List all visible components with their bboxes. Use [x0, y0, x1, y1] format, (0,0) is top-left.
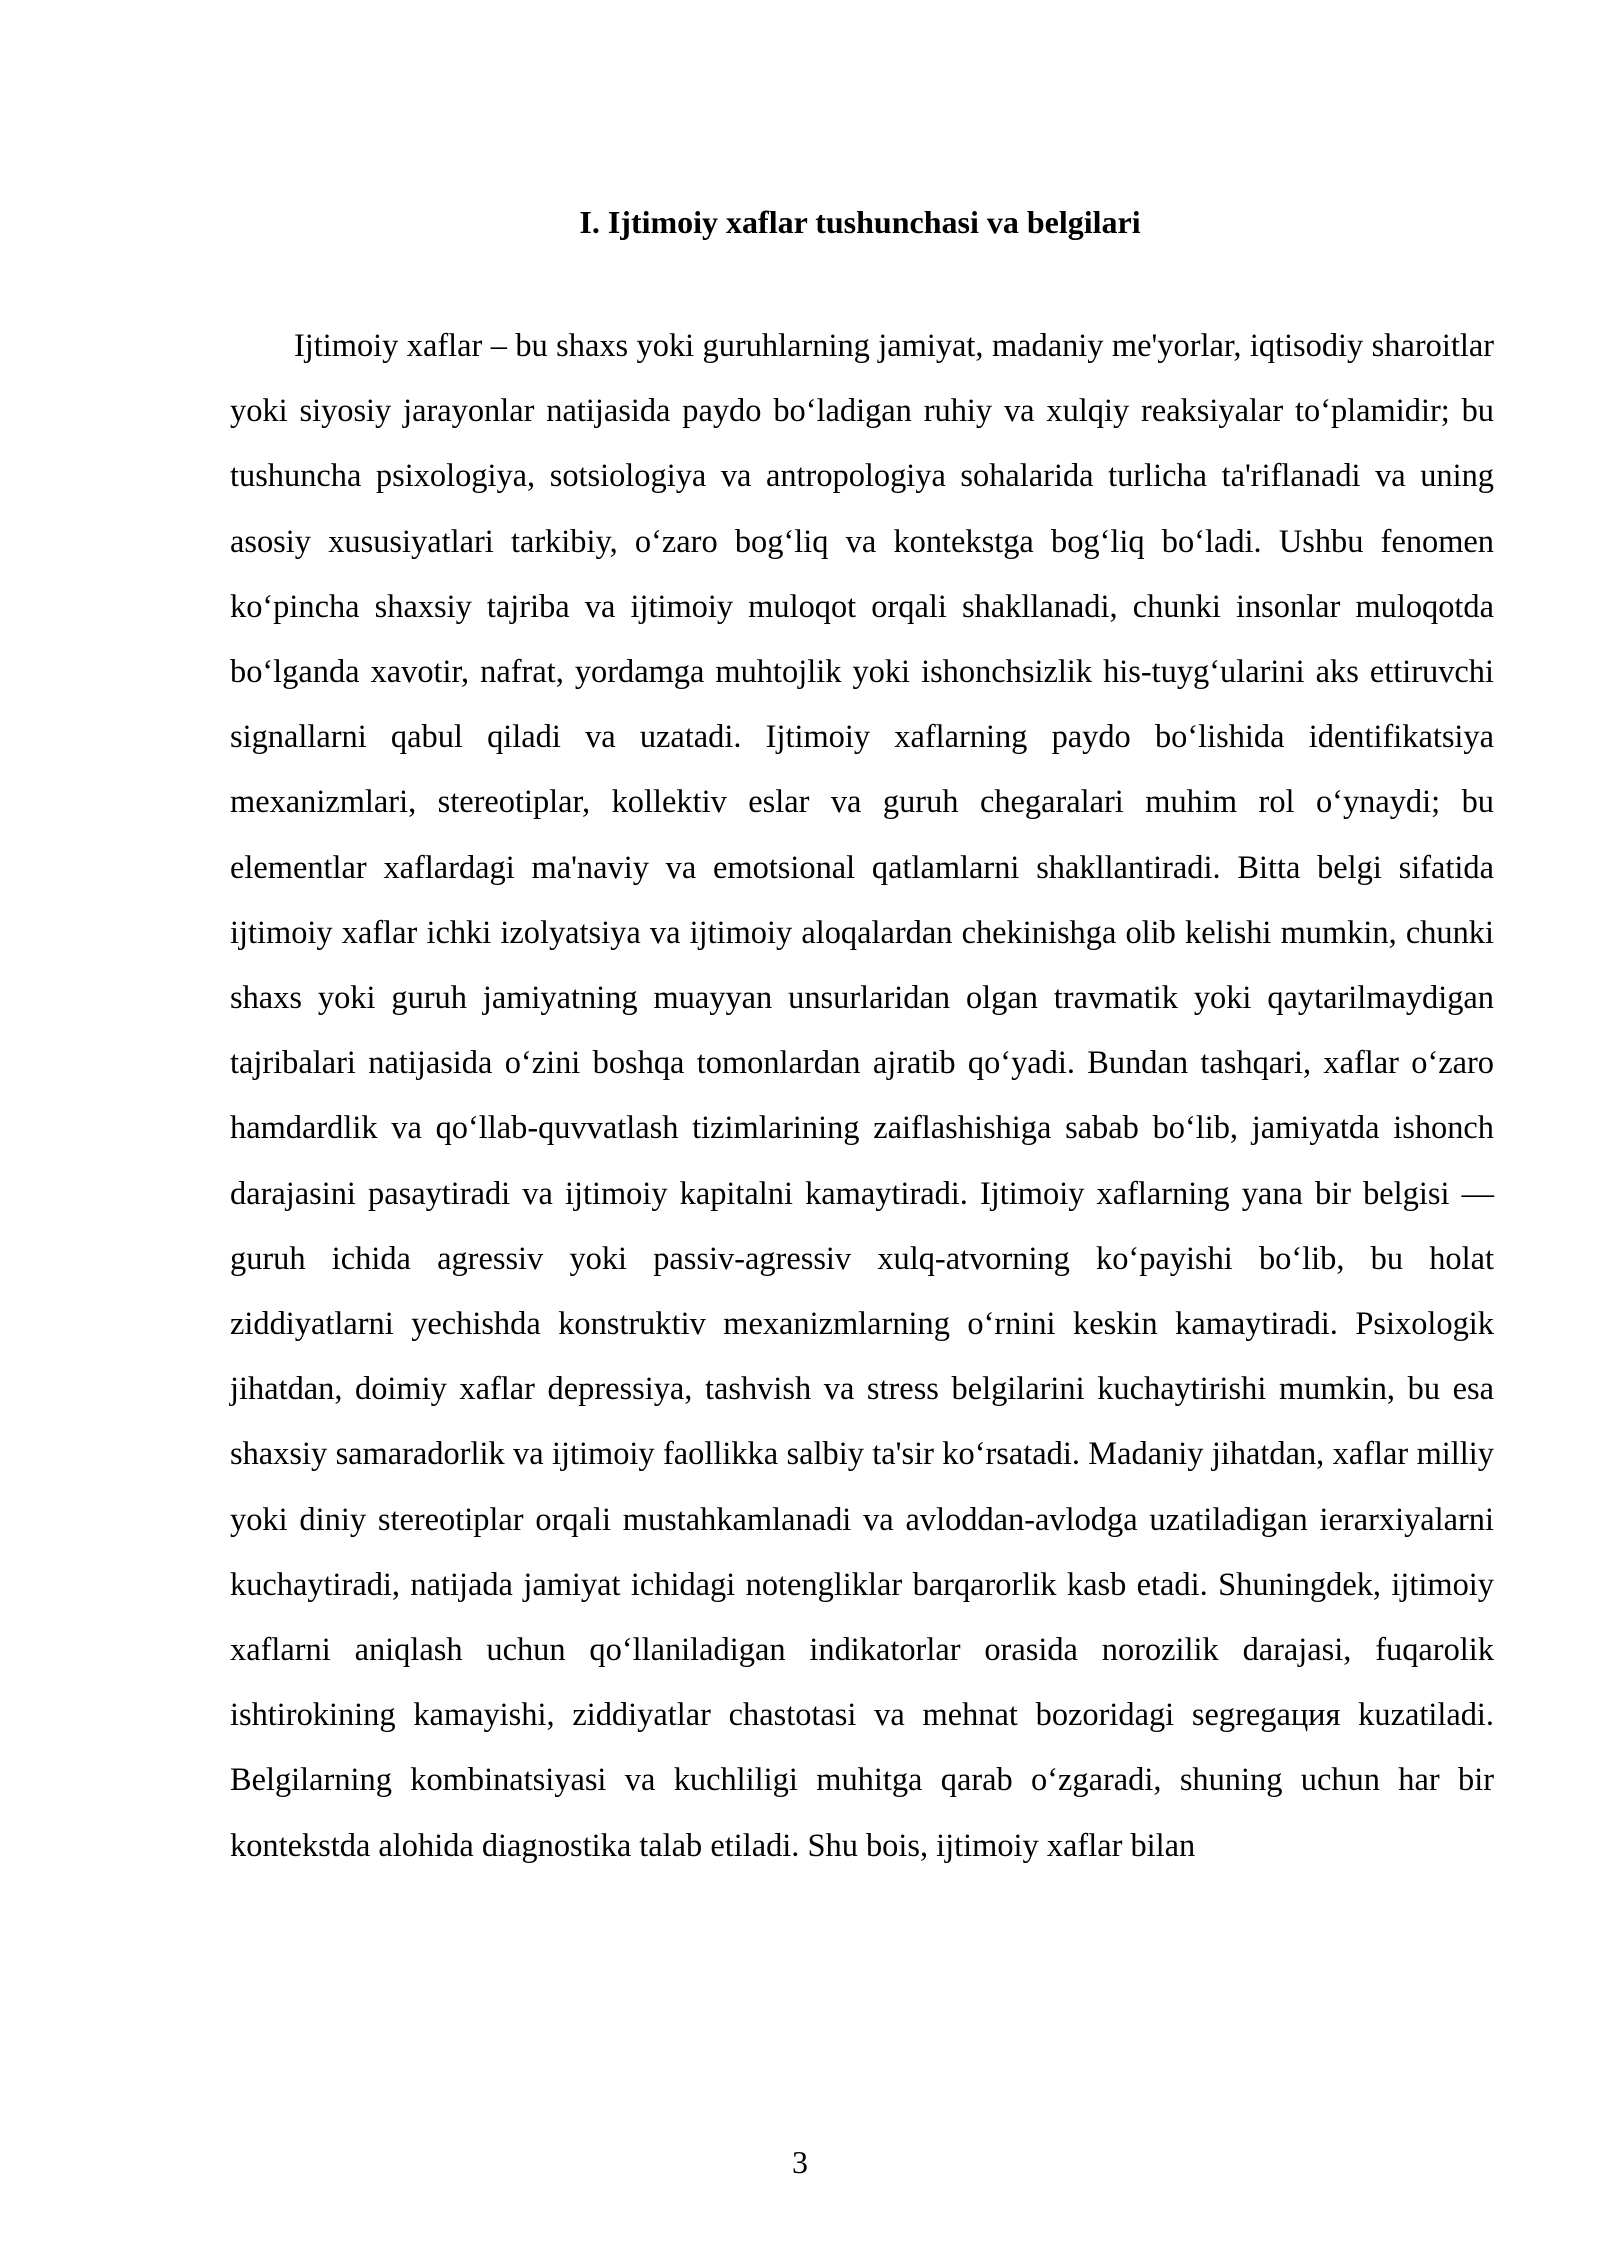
- page-number: 3: [792, 2144, 808, 2180]
- body-paragraph: Ijtimoiy xaflar – bu shaxs yoki guruhlarning jamiyat, madaniy me'yorlar, iqtisodiy sharoitlar yoki siyosiy jarayonlar natijasida paydo bo‘ladigan ruhiy va xulqiy reaksiyalar to‘plamidir; bu tushuncha psixologiya, sotsiologiya va antropologiya sohalarida turlicha ta'riflanadi va uning asosiy xususiyatlari tarkibiy, o‘zaro bog‘liq va kontekstga bog‘liq bo‘ladi. Ushbu fenomen ko‘pincha shaxsiy tajriba va ijtimoiy muloqot orqali shakllanadi, chunki insonlar muloqotda bo‘lganda xavotir, nafrat, yordamga muhtojlik yoki ishonchsizlik his-tuyg‘ularini aks ettiruvchi signallarni qabul qiladi va uzatadi. Ijtimoiy xaflarning paydo bo‘lishida identifikatsiya mexanizmlari, stereotiplar, kollektiv eslar va guruh chegaralari muhim rol o‘ynaydi; bu elementlar xaflardagi ma'naviy va emotsional qatlamlarni shakllantiradi. Bitta belgi sifatida ijtimoiy xaflar ichki izolyatsiya va ijtimoiy aloqalardan chekinishga olib kelishi mumkin, chunki shaxs yoki guruh jamiyatning muayyan unsurlaridan olgan travmatik yoki qaytarilmaydigan tajribalari natijasida o‘zini boshqa tomonlardan ajratib qo‘yadi. Bundan tashqari, xaflar o‘zaro hamdardlik va qo‘llab-quvvatlash tizimlarining zaiflashishiga sabab bo‘lib, jamiyatda ishonch darajasini pasaytiradi va ijtimoiy kapitalni kamaytiradi. Ijtimoiy xaflarning yana bir belgisi — guruh ichida agressiv yoki passiv-agressiv xulq-atvorning ko‘payishi bo‘lib, bu holat ziddiyatlarni yechishda konstruktiv mexanizmlarning o‘rnini keskin kamaytiradi. Psixologik jihatdan, doimiy xaflar depressiya, tashvish va stress belgilarini kuchaytirishi mumkin, bu esa shaxsiy samaradorlik va ijtimoiy faollikka salbiy ta'sir ko‘rsatadi. Madaniy jihatdan, xaflar milliy yoki diniy stereotiplar orqali mustahkamlanadi va avloddan-avlodga uzatiladigan ierarxiyalarni kuchaytiradi, natijada jamiyat ichidagi notengliklar barqarorlik kasb etadi. Shuningdek, ijtimoiy xaflarni aniqlash uchun qo‘llaniladigan indikatorlar orasida norozilik darajasi, fuqarolik ishtirokining kamayishi, ziddiyatlar chastotasi va mehnat bozoridagi segregация kuzatiladi. Belgilarning kombinatsiyasi va kuchliligi muhitga qarab o‘zgaradi, shuning uchun har bir kontekstda alohida diagnostika talab etiladi. Shu bois, ijtimoiy xaflar bilan: [230, 328, 1494, 1864]
- section-heading: I. Ijtimoiy xaflar tushunchasi va belgilari: [579, 204, 1141, 240]
